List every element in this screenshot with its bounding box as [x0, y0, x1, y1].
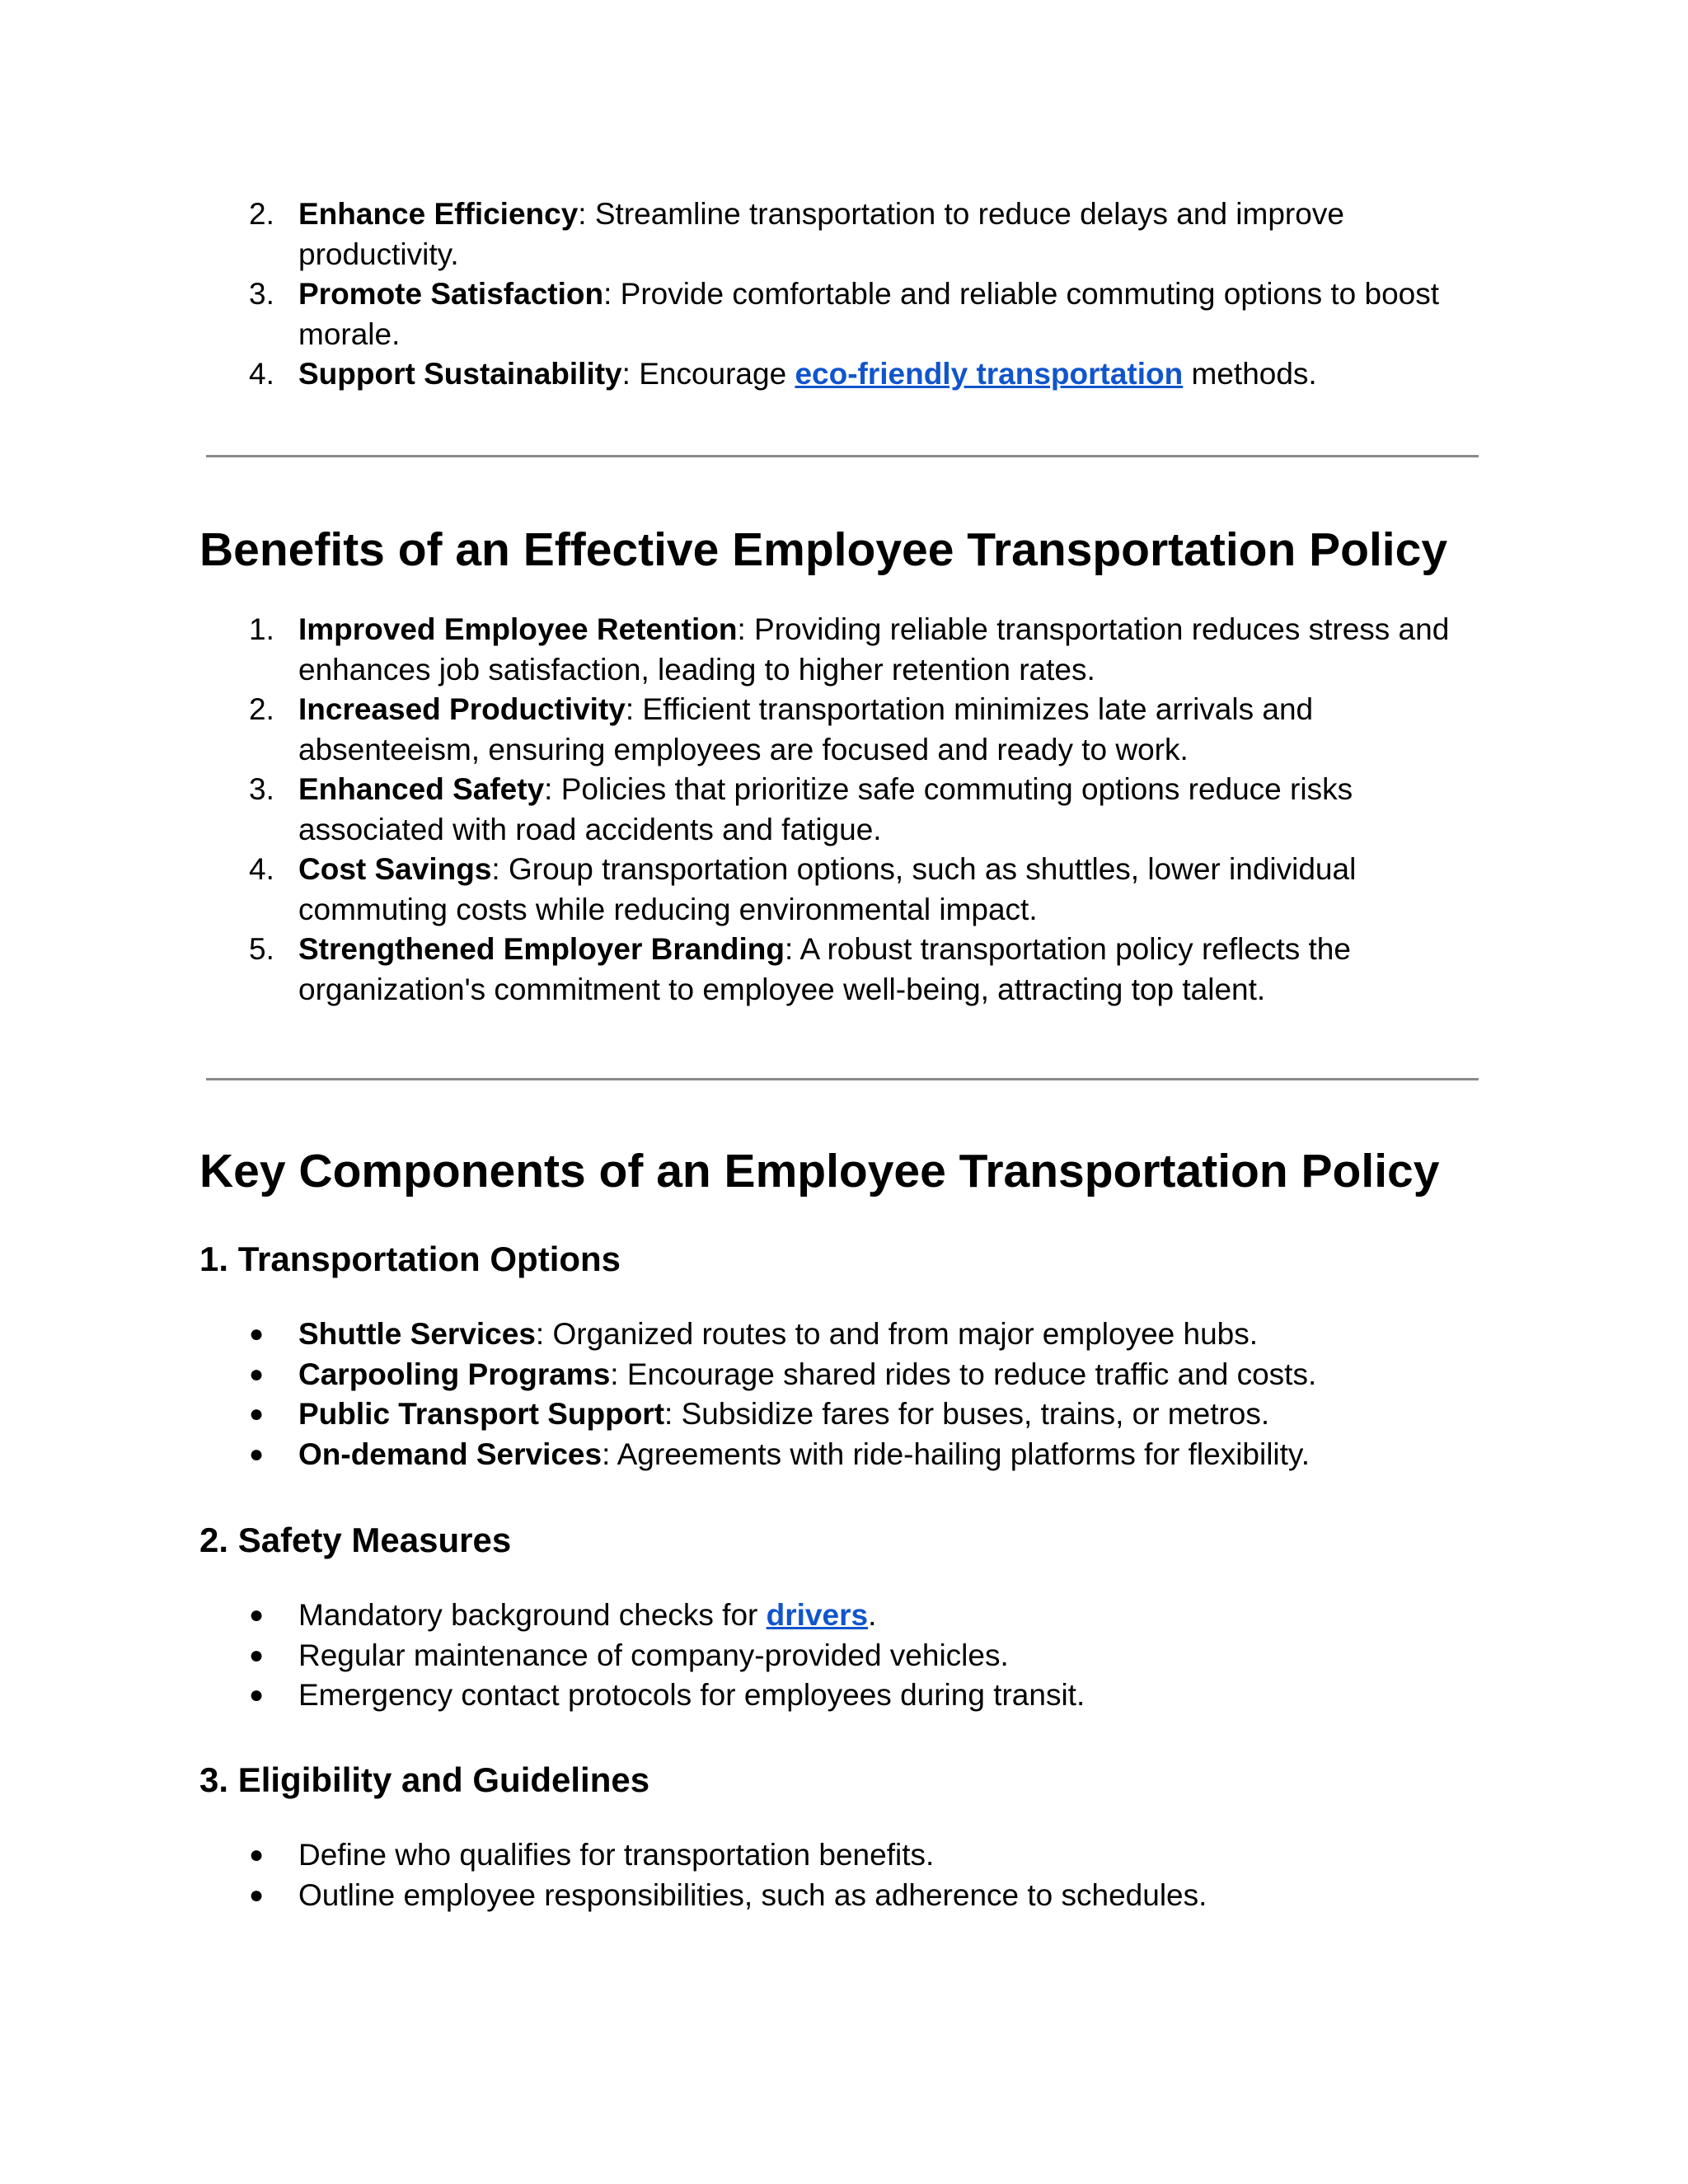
list-item	[199, 690, 1485, 770]
item-title: Improved Employee Retention	[298, 612, 738, 646]
list-number: 3.	[249, 772, 274, 806]
item-text: : Policies that prioritize safe commuting options reduce risks	[544, 772, 1353, 806]
item-text: methods.	[1183, 357, 1317, 391]
list-number: 2.	[249, 692, 274, 726]
list-number: 3.	[249, 277, 274, 311]
item-title: Cost Savings	[298, 852, 492, 886]
benefits-heading: Benefits of an Effective Employee Transportation Policy	[199, 523, 1448, 576]
bullet: ●	[249, 1641, 265, 1669]
item-title: Strengthened Employer Branding	[298, 932, 785, 966]
eligibility-heading: 3. Eligibility and Guidelines	[199, 1760, 650, 1799]
list-item	[199, 1876, 1485, 1916]
item-text: : Streamline transportation to reduce delays and improve	[578, 197, 1344, 231]
item-text: Regular maintenance of company-provided vehicles.	[298, 1638, 1009, 1672]
item-text: : Efficient transportation minimizes late arrivals and	[625, 692, 1314, 726]
benefits-list	[199, 610, 1485, 1010]
list-item	[199, 194, 1485, 274]
list-item	[199, 1394, 1485, 1435]
item-title: Public Transport Support	[298, 1397, 665, 1431]
list-number: 2.	[249, 197, 274, 231]
bullet: ●	[249, 1320, 265, 1347]
transportation-options-list	[199, 1315, 1485, 1474]
section-divider	[206, 1078, 1479, 1080]
item-text-cont: organization's commitment to employee well-being, attracting top talent.	[298, 972, 1266, 1006]
item-text-cont: associated with road accidents and fatigue.	[298, 812, 882, 846]
benefits-list-block	[199, 610, 1485, 1010]
safety-measures-heading: 2. Safety Measures	[199, 1521, 512, 1559]
item-text: .	[868, 1598, 877, 1632]
list-item	[199, 1315, 1485, 1355]
item-text: Emergency contact protocols for employees during transit.	[298, 1678, 1085, 1712]
list-item	[199, 274, 1485, 354]
item-text: Mandatory background checks for	[298, 1598, 767, 1632]
bullet: ●	[249, 1440, 265, 1468]
eligibility-block	[199, 1835, 1485, 1915]
list-number: 4.	[249, 852, 274, 886]
item-text: : A robust transportation policy reflects the	[785, 932, 1351, 966]
bullet: ●	[249, 1681, 265, 1708]
safety-measures-block	[199, 1596, 1485, 1716]
item-text: : Organized routes to and from major employee hubs.	[535, 1317, 1259, 1351]
list-number: 4.	[249, 357, 274, 391]
list-item	[199, 1596, 1485, 1636]
item-title: Carpooling Programs	[298, 1357, 611, 1391]
bullet: ●	[249, 1881, 265, 1909]
bullet: ●	[249, 1841, 265, 1868]
item-title: Promote Satisfaction	[298, 277, 604, 311]
item-text: : Group transportation options, such as shuttles, lower individual	[491, 852, 1357, 886]
item-text-cont: morale.	[298, 316, 401, 351]
list-item	[199, 1835, 1485, 1876]
list-item	[199, 1636, 1485, 1676]
list-number: 5.	[249, 932, 274, 966]
item-text: : Encourage shared rides to reduce traffic and costs.	[610, 1357, 1317, 1391]
item-title: Shuttle Services	[298, 1317, 536, 1351]
item-title: Enhance Efficiency	[298, 197, 579, 231]
list-number: 1.	[249, 612, 274, 646]
transportation-options-heading: 1. Transportation Options	[199, 1240, 621, 1278]
drivers-link[interactable]: drivers	[766, 1598, 869, 1632]
list-item	[199, 770, 1485, 850]
bullet: ●	[249, 1400, 265, 1427]
item-text-cont: commuting costs while reducing environmental impact.	[298, 892, 1038, 926]
list-item	[199, 930, 1485, 1010]
item-title: On-demand Services	[298, 1436, 603, 1471]
item-text: : Provide comfortable and reliable commuting options to boost	[603, 277, 1440, 311]
item-title: Support Sustainability	[298, 357, 622, 391]
list-item	[199, 1355, 1485, 1395]
eco-friendly-transportation-link[interactable]: eco-friendly transportation	[795, 357, 1184, 391]
objectives-list-block	[199, 194, 1485, 395]
item-text-cont: productivity.	[298, 237, 459, 271]
item-text: : Subsidize fares for buses, trains, or metros.	[664, 1397, 1270, 1431]
list-item	[199, 850, 1485, 930]
item-title: Increased Productivity	[298, 692, 626, 726]
item-text: : Agreements with ride-hailing platforms for flexibility.	[602, 1436, 1310, 1471]
item-text: : Encourage	[621, 357, 795, 391]
list-item	[199, 1435, 1485, 1475]
list-item	[199, 1675, 1485, 1716]
list-item	[199, 354, 1485, 395]
item-text-cont: absenteeism, ensuring employees are focused and ready to work.	[298, 732, 1189, 766]
item-text: Define who qualifies for transportation benefits.	[298, 1838, 935, 1872]
components-heading: Key Components of an Employee Transportation Policy	[199, 1145, 1440, 1197]
item-text: : Providing reliable transportation reduces stress and	[737, 612, 1450, 646]
item-text-cont: enhances job satisfaction, leading to higher retention rates.	[298, 652, 1095, 687]
safety-measures-list	[199, 1596, 1485, 1716]
list-item	[199, 610, 1485, 690]
objectives-list	[199, 194, 1485, 395]
item-text: Outline employee responsibilities, such as adherence to schedules.	[298, 1877, 1207, 1912]
eligibility-list	[199, 1835, 1485, 1915]
section-divider	[206, 455, 1479, 457]
bullet: ●	[249, 1360, 265, 1388]
bullet: ●	[249, 1601, 265, 1629]
item-title: Enhanced Safety	[298, 772, 545, 806]
transportation-options-block	[199, 1315, 1485, 1474]
